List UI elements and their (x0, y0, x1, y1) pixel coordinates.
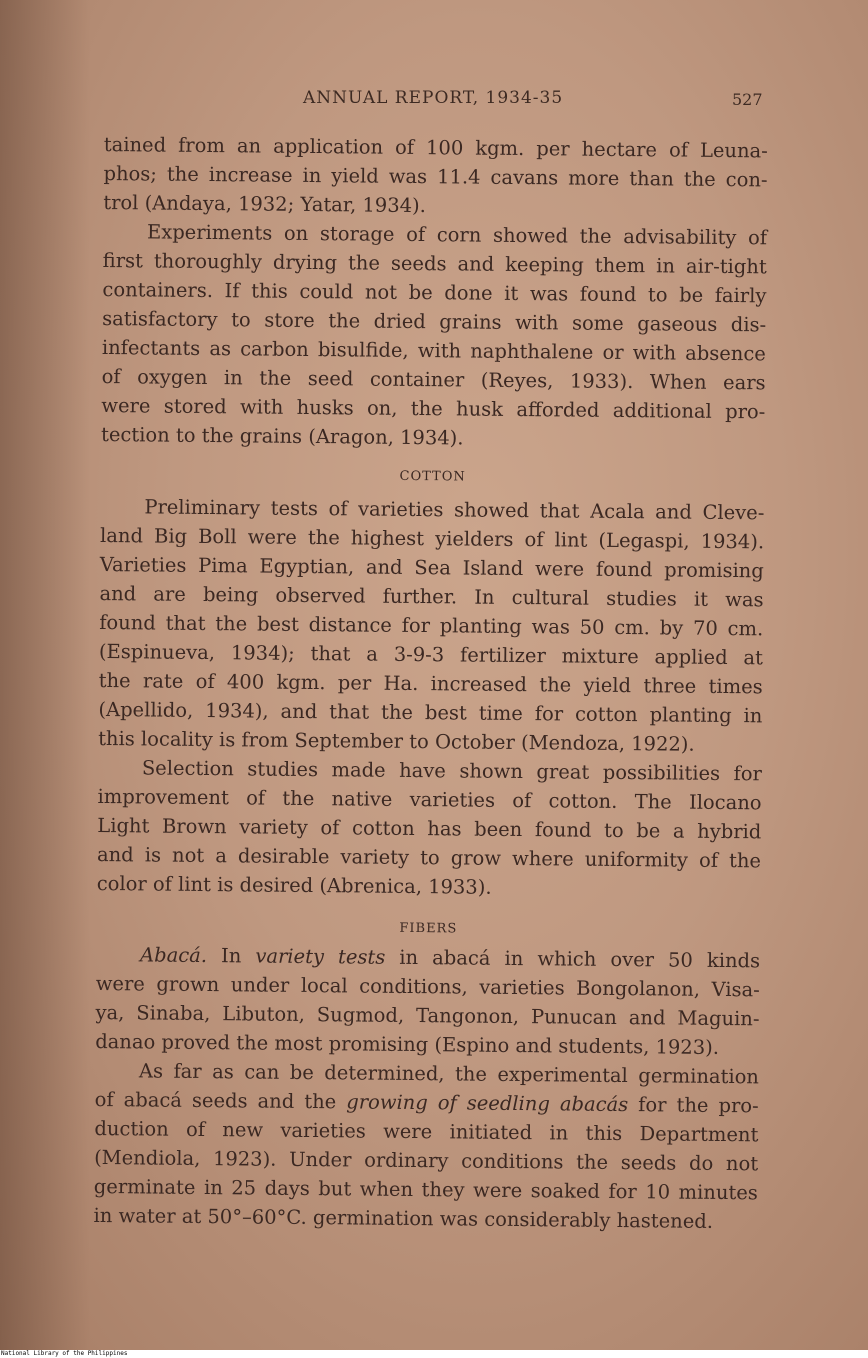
text-line: duction of new varieties were initiated in this Department (94, 1116, 759, 1147)
paragraph-first-line: Preliminary tests of varieties showed that Acala and Cleve- (144, 495, 765, 525)
page-number: 527 (732, 90, 763, 109)
inline-text: for the pro- (628, 1093, 759, 1118)
text-line: trol (Andaya, 1932; Yatar, 1934). (103, 190, 426, 218)
text-line: the rate of 400 kgm. per Ha. increased the yield three times (98, 668, 763, 699)
italic-lead: Abacá. (139, 943, 208, 968)
inline-text: of abacá seeds and the (94, 1087, 347, 1114)
text-line: Light Brown variety of cotton has been found to be a hybrid (97, 813, 762, 844)
text-line: satisfactory to store the dried grains with some gaseous dis- (102, 306, 767, 337)
text-line: in water at 50°–60°C. germination was considerably hastened. (93, 1203, 714, 1233)
text-line: infectants as carbon bisulfide, with naphthalene or with absence (101, 335, 766, 366)
library-credit: National Library of the Philippines (1, 1350, 128, 1357)
text-line: of oxygen in the seed container (Reyes, 1933). When ears (101, 364, 766, 395)
inline-text: In (206, 944, 256, 968)
text-line: were stored with husks on, the husk afforded additional pro- (101, 393, 766, 424)
text-line: tained from an application of 100 kgm. per hectare of Leuna- (103, 132, 768, 163)
text-line: land Big Boll were the highest yielders of lint (Legaspi, 1934). (99, 523, 765, 554)
text-line: improvement of the native varieties of cotton. The Ilocano (97, 784, 762, 815)
text-line: found that the best distance for planting was 50 cm. by 70 cm. (99, 610, 764, 641)
text-line: this locality is from September to October (Mendoza, 1922). (98, 726, 695, 756)
body-text (93, 130, 768, 1236)
text-line: first thoroughly drying the seeds and keeping them in air-tight (102, 248, 767, 279)
paragraph-first-line: As far as can be determined, the experimental germination (138, 1059, 760, 1089)
italic-term: growing of seedling abacás (346, 1090, 629, 1117)
text-line: and is not a desirable variety to grow where uniformity of the (96, 842, 762, 873)
text-line: phos; the increase in yield was 11.4 cavans more than the con- (103, 161, 768, 192)
text-line: and are being observed further. In cultural studies it was (99, 581, 764, 612)
running-head-title: ANNUAL REPORT, 1934-35 (303, 88, 564, 108)
text-line: (Espinueva, 1934); that a 3-9-3 fertilizer mixture applied at (98, 639, 764, 670)
section-heading-fibers: FIBERS (399, 920, 458, 937)
page-shadow (0, 0, 90, 1350)
section-heading-cotton: COTTON (399, 468, 466, 485)
footer-strip (0, 1350, 868, 1358)
running-head (0, 88, 868, 114)
text-line: danao proved the most promising (Espino and students, 1923). (95, 1029, 720, 1059)
text-line: (Mendiola, 1923). Under ordinary conditions the seeds do not (94, 1145, 759, 1176)
text-line: (Apellido, 1934), and that the best time for cotton planting in (98, 697, 763, 728)
text-line: ya, Sinaba, Libuton, Sugmod, Tangonon, Punucan and Maguin- (95, 1000, 760, 1031)
text-line: color of lint is desired (Abrenica, 1933). (96, 871, 492, 899)
text-line: Varieties Pima Egyptian, and Sea Island were found promising (99, 552, 764, 583)
paragraph-first-line: Experiments on storage of corn showed the advisability of (146, 220, 768, 250)
text-line: germinate in 25 days but when they were soaked for 10 minutes (93, 1174, 758, 1205)
text-line: containers. If this could not be done it was found to be fairly (102, 277, 767, 308)
text-line: tection to the grains (Aragon, 1934). (100, 422, 464, 450)
paragraph-first-line: Selection studies made have shown great possibilities for (141, 756, 762, 786)
inline-text: in abacá in which over 50 kinds (385, 945, 761, 973)
italic-term: variety tests (255, 944, 386, 969)
text-line: were grown under local conditions, varieties Bongolanon, Visa- (95, 971, 760, 1002)
